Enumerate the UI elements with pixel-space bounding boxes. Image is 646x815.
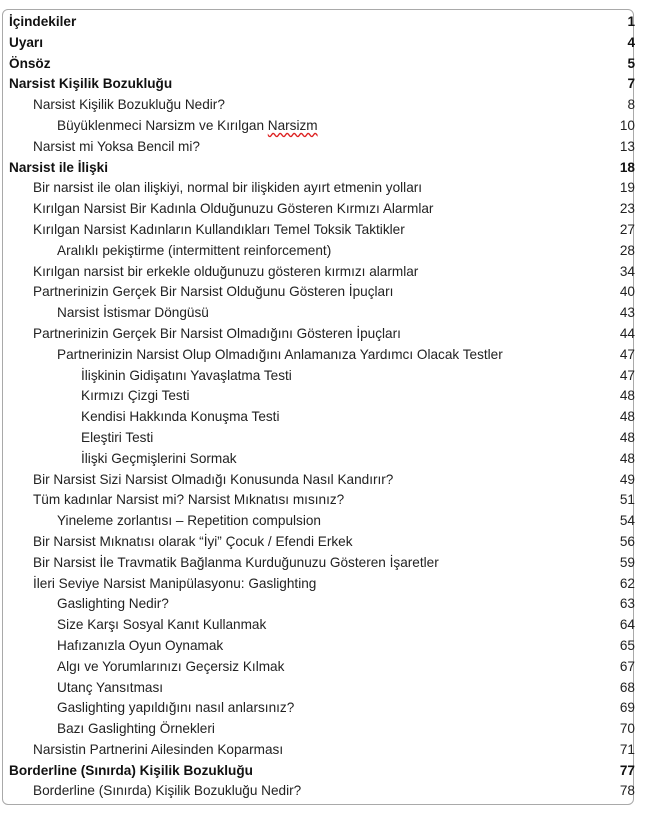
toc-entry-title-text: Kırılgan Narsist Bir Kadınla Olduğunuzu Gösteren Kırmızı Alarmlar: [33, 201, 434, 217]
toc-entry-title-text: Borderline (Sınırda) Kişilik Bozukluğu Nedir?: [33, 783, 302, 799]
toc-entry-title-text: Narsistin Partnerini Ailesinden Koparması: [33, 741, 284, 757]
toc-entry-title[interactable]: [57, 636, 223, 657]
toc-entry[interactable]: [9, 33, 635, 54]
table-of-contents: [2, 9, 634, 805]
toc-entry-page-number: 48: [619, 450, 635, 466]
toc-entry-title-text: Bir Narsist Sizi Narsist Olmadığı Konusunda Nasıl Kandırır?: [33, 471, 394, 487]
toc-entry-title-text: Bir narsist ile olan ilişkiyi, normal bir ilişkiden ayırt etmenin yolları: [33, 180, 423, 196]
toc-entry-title[interactable]: [81, 366, 292, 387]
toc-entry[interactable]: [9, 303, 635, 324]
toc-entry[interactable]: [9, 636, 635, 657]
toc-entry-page-number: 40: [619, 284, 635, 300]
toc-entry-page-number: 49: [619, 471, 635, 487]
toc-entry-title-text: Partnerinizin Gerçek Bir Narsist Olduğunu Gösteren İpuçları: [33, 284, 394, 300]
toc-entry[interactable]: [9, 386, 635, 407]
toc-entry[interactable]: [9, 282, 635, 303]
toc-entry-title[interactable]: [81, 407, 279, 428]
toc-entry-page-number: 44: [619, 325, 635, 341]
toc-entry-title[interactable]: [57, 345, 503, 366]
toc-entry-title-text: Kırılgan Narsist Kadınların Kullandıkları Temel Toksik Taktikler: [33, 221, 405, 237]
toc-entry[interactable]: [9, 781, 635, 802]
toc-entry-page-number: 69: [619, 700, 635, 716]
toc-entry[interactable]: [9, 761, 635, 782]
toc-entry-page-number: 63: [619, 596, 635, 612]
toc-entry-title[interactable]: [33, 781, 301, 802]
toc-entry-title[interactable]: [9, 761, 253, 782]
toc-entry[interactable]: [9, 199, 635, 220]
toc-entry-title-text: Gaslighting yapıldığını nasıl anlarsınız?: [57, 700, 295, 716]
toc-entry-title[interactable]: [9, 12, 76, 33]
toc-entry-title-text: Aralıklı pekiştirme (intermittent reinforcement): [57, 242, 332, 258]
toc-entry-page-number: 70: [619, 721, 635, 737]
toc-entry-title[interactable]: [57, 678, 163, 699]
spellcheck-flagged-word: Narsizm: [267, 117, 318, 133]
toc-entry-title[interactable]: [81, 449, 237, 470]
toc-entry-title[interactable]: [57, 657, 284, 678]
toc-entry-title[interactable]: [33, 199, 433, 220]
toc-entry-page-number: 5: [627, 55, 635, 71]
toc-entry-title[interactable]: [57, 241, 331, 262]
toc-entry-title-text: Narsist ile İlişki: [9, 159, 108, 175]
toc-entry-title-text: Bir Narsist Mıknatısı olarak “İyi” Çocuk / Efendi Erkek: [33, 533, 353, 549]
toc-entry-page-number: 8: [627, 97, 635, 113]
toc-entry-page-number: 64: [619, 617, 635, 633]
toc-entry-title-text: Yineleme zorlantısı – Repetition compulsion: [57, 513, 321, 529]
toc-entry[interactable]: [9, 116, 635, 137]
toc-entry[interactable]: [9, 594, 635, 615]
toc-entry-page-number: 48: [619, 429, 635, 445]
toc-entry-title-text: Algı ve Yorumlarınızı Geçersiz Kılmak: [57, 658, 285, 674]
toc-entry-page-number: 27: [619, 221, 635, 237]
toc-entry-title[interactable]: [33, 324, 401, 345]
toc-entry[interactable]: [9, 490, 635, 511]
toc-entry-title-text: Partnerinizin Gerçek Bir Narsist Olmadığını Gösteren İpuçları: [33, 325, 401, 341]
toc-entry[interactable]: [9, 74, 635, 95]
toc-entry-title-text: Kırmızı Çizgi Testi: [81, 388, 190, 404]
toc-entry[interactable]: [9, 678, 635, 699]
toc-entry[interactable]: [9, 54, 635, 75]
toc-entry[interactable]: [9, 158, 635, 179]
toc-entry-page-number: 23: [619, 201, 635, 217]
toc-entry[interactable]: [9, 407, 635, 428]
toc-entry[interactable]: [9, 178, 635, 199]
toc-entry[interactable]: [9, 615, 635, 636]
toc-entry-title[interactable]: [9, 54, 51, 75]
toc-entry[interactable]: [9, 740, 635, 761]
toc-entry[interactable]: [9, 719, 635, 740]
toc-entry-page-number: 13: [619, 138, 635, 154]
toc-entry-page-number: 19: [619, 180, 635, 196]
toc-entry-title-text: Önsöz: [9, 55, 51, 71]
toc-entry-page-number: 18: [619, 159, 635, 175]
toc-entry-page-number: 65: [619, 637, 635, 653]
toc-entry-title[interactable]: [33, 220, 405, 241]
toc-entry-title[interactable]: [57, 615, 266, 636]
toc-entry[interactable]: [9, 12, 635, 33]
toc-entry-title-text: İçindekiler: [9, 14, 77, 29]
toc-entry-page-number: 67: [619, 658, 635, 674]
toc-entry[interactable]: [9, 95, 635, 116]
toc-entry-title[interactable]: [57, 594, 169, 615]
toc-entry-page-number: 62: [619, 575, 635, 591]
toc-entry-title[interactable]: [9, 158, 108, 179]
toc-entry-page-number: 47: [619, 346, 635, 362]
toc-entry-title-text: İlişki Geçmişlerini Sormak: [81, 450, 237, 466]
toc-entry[interactable]: [9, 470, 635, 491]
toc-entry[interactable]: [9, 574, 635, 595]
toc-entry[interactable]: [9, 137, 635, 158]
toc-entry-page-number: 48: [619, 409, 635, 425]
toc-entry[interactable]: [9, 366, 635, 387]
toc-entry-page-number: 34: [619, 263, 635, 279]
toc-entry-title[interactable]: [57, 116, 318, 137]
toc-entry-title[interactable]: [33, 178, 422, 199]
toc-entry-page-number: 43: [619, 305, 635, 321]
toc-entry[interactable]: [9, 324, 635, 345]
toc-entry-title-text: Eleştiri Testi: [81, 429, 154, 445]
toc-entry-title[interactable]: [33, 740, 283, 761]
toc-entry-title[interactable]: [33, 95, 225, 116]
toc-entry-title[interactable]: [57, 303, 209, 324]
toc-entry[interactable]: [9, 262, 635, 283]
toc-entry-title[interactable]: [33, 137, 200, 158]
toc-entry-title[interactable]: [33, 532, 353, 553]
toc-entry-title[interactable]: [33, 490, 344, 511]
toc-entry-title-text: Narsist İstismar Döngüsü: [57, 305, 209, 321]
toc-entry-title[interactable]: [33, 574, 316, 595]
toc-entry[interactable]: [9, 532, 635, 553]
toc-entry[interactable]: [9, 657, 635, 678]
toc-entry-page-number: 47: [619, 367, 635, 383]
toc-list: [9, 12, 635, 802]
toc-entry-title-text: İlişkinin Gidişatını Yavaşlatma Testi: [81, 367, 292, 383]
toc-entry-title[interactable]: [33, 553, 439, 574]
toc-entry-title-text: Bazı Gaslighting Örnekleri: [57, 721, 215, 737]
toc-entry-page-number: 48: [619, 388, 635, 404]
toc-entry[interactable]: [9, 220, 635, 241]
toc-entry[interactable]: [9, 428, 635, 449]
toc-entry-page-number: 51: [619, 492, 635, 508]
toc-entry-title[interactable]: [81, 428, 153, 449]
toc-entry-title[interactable]: [57, 719, 215, 740]
toc-entry[interactable]: [9, 241, 635, 262]
toc-entry-title-text: Utanç Yansıtması: [57, 679, 164, 695]
toc-entry-page-number: 71: [619, 741, 635, 757]
toc-entry-title-text: Narsist mi Yoksa Bencil mi?: [33, 138, 200, 154]
toc-entry-title[interactable]: [33, 282, 393, 303]
toc-entry-title-text: Gaslighting Nedir?: [57, 596, 169, 612]
toc-entry[interactable]: [9, 511, 635, 532]
toc-entry-title-text: Kırılgan narsist bir erkekle olduğunuzu gösteren kırmızı alarmlar: [33, 263, 419, 279]
toc-entry-title-text: Hafızanızla Oyun Oynamak: [57, 637, 224, 653]
toc-entry-page-number: 1: [627, 14, 635, 29]
toc-entry-page-number: 68: [619, 679, 635, 695]
toc-entry-title[interactable]: [33, 262, 418, 283]
toc-entry-title[interactable]: [9, 33, 43, 54]
toc-entry-title-text: Narsist Kişilik Bozukluğu: [9, 76, 173, 92]
toc-entry[interactable]: [9, 553, 635, 574]
toc-entry-title[interactable]: [81, 386, 190, 407]
toc-entry-title-text: Bir Narsist İle Travmatik Bağlanma Kurduğunuzu Gösteren İşaretler: [33, 554, 439, 570]
toc-entry-title[interactable]: [33, 470, 393, 491]
toc-entry[interactable]: [9, 449, 635, 470]
toc-entry-page-number: 59: [619, 554, 635, 570]
toc-entry-page-number: 56: [619, 533, 635, 549]
toc-entry-title-text: Narsist Kişilik Bozukluğu Nedir?: [33, 97, 225, 113]
toc-entry-title-text: Kendisi Hakkında Konuşma Testi: [81, 409, 280, 425]
toc-entry-title-text: Size Karşı Sosyal Kanıt Kullanmak: [57, 617, 267, 633]
toc-entry[interactable]: [9, 345, 635, 366]
toc-entry-title-text: Büyüklenmeci Narsizm ve Kırılgan: [57, 117, 268, 133]
toc-entry-page-number: 78: [619, 783, 635, 799]
toc-entry-title[interactable]: [57, 511, 321, 532]
toc-entry-title[interactable]: [9, 74, 172, 95]
toc-entry-page-number: 4: [627, 34, 635, 50]
toc-entry-page-number: 54: [619, 513, 635, 529]
toc-entry-title-text: İleri Seviye Narsist Manipülasyonu: Gaslighting: [33, 575, 317, 591]
toc-entry-title-text: Uyarı: [9, 34, 44, 50]
toc-entry-page-number: 7: [627, 76, 635, 92]
toc-entry-title-text: Partnerinizin Narsist Olup Olmadığını Anlamanıza Yardımcı Olacak Testler: [57, 346, 503, 362]
toc-entry-title-text: Tüm kadınlar Narsist mi? Narsist Mıknatısı mısınız?: [33, 492, 345, 508]
toc-entry-page-number: 28: [619, 242, 635, 258]
toc-entry-title-text: Borderline (Sınırda) Kişilik Bozukluğu: [9, 762, 253, 778]
toc-entry-title[interactable]: [57, 698, 294, 719]
toc-entry-page-number: 77: [619, 762, 635, 778]
toc-entry-page-number: 10: [619, 117, 635, 133]
toc-entry[interactable]: [9, 698, 635, 719]
